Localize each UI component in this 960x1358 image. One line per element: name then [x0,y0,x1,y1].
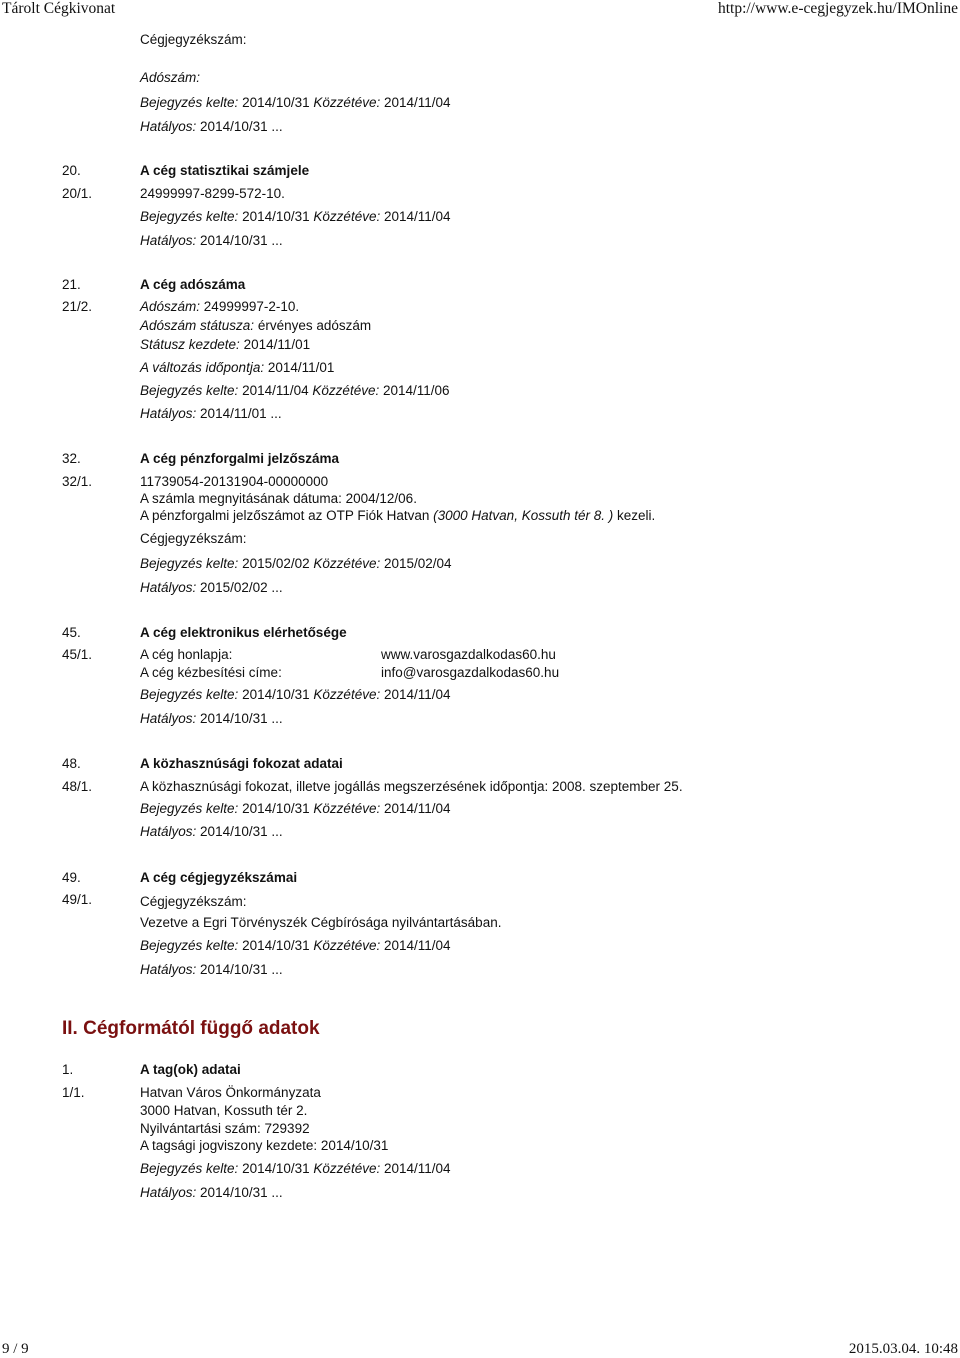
entry-meta: Bejegyzés kelte: 2014/10/31 Közzétéve: 2014/11/04 [140,1161,451,1176]
entry-meta: Bejegyzés kelte: 2014/10/31 Közzétéve: 2014/11/04 [140,209,451,224]
entry-effective: Hatályos: 2014/10/31 ... [140,233,283,248]
entry-effective: Hatályos: 2014/10/31 ... [140,824,283,839]
section-number: 21. [62,277,81,292]
entry-effective: Hatályos: 2015/02/02 ... [140,580,283,595]
entry-effective: Hatályos: 2014/10/31 ... [140,711,283,726]
entry-effective: Hatályos: 2014/10/31 ... [140,1185,283,1200]
section-title: A közhasznúsági fokozat adatai [140,756,343,771]
member-name: Hatvan Város Önkormányzata [140,1085,321,1100]
section-title: A cég adószáma [140,277,246,292]
subsection-number: 20/1. [62,186,93,201]
part-heading: II. Cégformától függő adatok [62,1018,320,1039]
section-number: 48. [62,756,81,771]
account-number: 11739054-20131904-00000000 [140,474,329,489]
statistical-code: 24999997-8299-572-10. [140,186,285,201]
website-label: A cég honlapja: [140,647,233,662]
account-opened: A számla megnyitásának dátuma: 2004/12/06. [140,491,417,506]
public-benefit-text: A közhasznúsági fokozat, illetve jogállás megszerzésének időpontja: 2008. szeptember 25. [140,779,683,794]
company-reg-number-label: Cégjegyzékszám: [140,531,247,546]
subsection-number: 48/1. [62,779,93,794]
entry-meta: Bejegyzés kelte: 2014/10/31 Közzétéve: 2014/11/04 [140,801,451,816]
membership-start: A tagsági jogviszony kezdete: 2014/10/31 [140,1138,389,1153]
entry-meta: Bejegyzés kelte: 2015/02/02 Közzétéve: 2015/02/04 [140,556,452,571]
tax-status: Adószám státusza: érvényes adószám [140,318,372,333]
section-title: A tag(ok) adatai [140,1062,241,1077]
section-title: A cég cégjegyzékszámai [140,870,298,885]
section-number: 49. [62,870,81,885]
tax-number: Adószám: 24999997-2-10. [140,299,300,314]
company-reg-number-label: Cégjegyzékszám: [140,894,247,909]
section-title: A cég pénzforgalmi jelzőszáma [140,451,340,466]
subsection-number: 32/1. [62,474,93,489]
delivery-address-label: A cég kézbesítési címe: [140,665,282,680]
section-title: A cég statisztikai számjele [140,163,310,178]
page-header-title: Tárolt Cégkivonat [2,0,116,17]
subsection-number: 1/1. [62,1085,85,1100]
subsection-number: 45/1. [62,647,93,662]
section-number: 20. [62,163,81,178]
page-header-url[interactable]: http://www.e-cegjegyzek.hu/IMOnline [717,0,958,17]
entry-meta: Bejegyzés kelte: 2014/10/31 Közzétéve: 2014/11/04 [140,95,451,110]
section-number: 45. [62,625,81,640]
clipped-line: Cégjegyzékszám: [140,32,247,47]
entry-effective: Hatályos: 2014/10/31 ... [140,962,283,977]
member-address: 3000 Hatvan, Kossuth tér 2. [140,1103,308,1118]
entry-effective: Hatályos: 2014/11/01 ... [140,406,282,421]
delivery-email-link[interactable]: info@varosgazdalkodas60.hu [381,665,560,680]
subsection-number: 49/1. [62,892,93,907]
section-title: A cég elektronikus elérhetősége [140,625,347,640]
entry-effective: Hatályos: 2014/10/31 ... [140,119,283,134]
account-manager: A pénzforgalmi jelzőszámot az OTP Fiók Hatvan (3000 Hatvan, Kossuth tér 8. ) kezeli. [140,508,656,523]
member-registration: Nyilvántartási szám: 729392 [140,1121,310,1136]
registry-court-text: Vezetve a Egri Törvényszék Cégbírósága nyilvántartásában. [140,915,502,930]
website-link[interactable]: www.varosgazdalkodas60.hu [381,647,556,662]
section-number: 32. [62,451,81,466]
print-timestamp: 2015.03.04. 10:48 [848,1341,958,1357]
status-start: Státusz kezdete: 2014/11/01 [140,337,311,352]
entry-meta: Bejegyzés kelte: 2014/11/04 Közzétéve: 2014/11/06 [140,383,450,398]
page-number: 9 / 9 [2,1341,29,1357]
adoszam-label: Adószám: [140,70,201,85]
subsection-number: 21/2. [62,299,93,314]
change-date: A változás időpontja: 2014/11/01 [140,360,335,375]
section-number: 1. [62,1062,74,1077]
entry-meta: Bejegyzés kelte: 2014/10/31 Közzétéve: 2014/11/04 [140,938,451,953]
entry-meta: Bejegyzés kelte: 2014/10/31 Közzétéve: 2014/11/04 [140,687,451,702]
